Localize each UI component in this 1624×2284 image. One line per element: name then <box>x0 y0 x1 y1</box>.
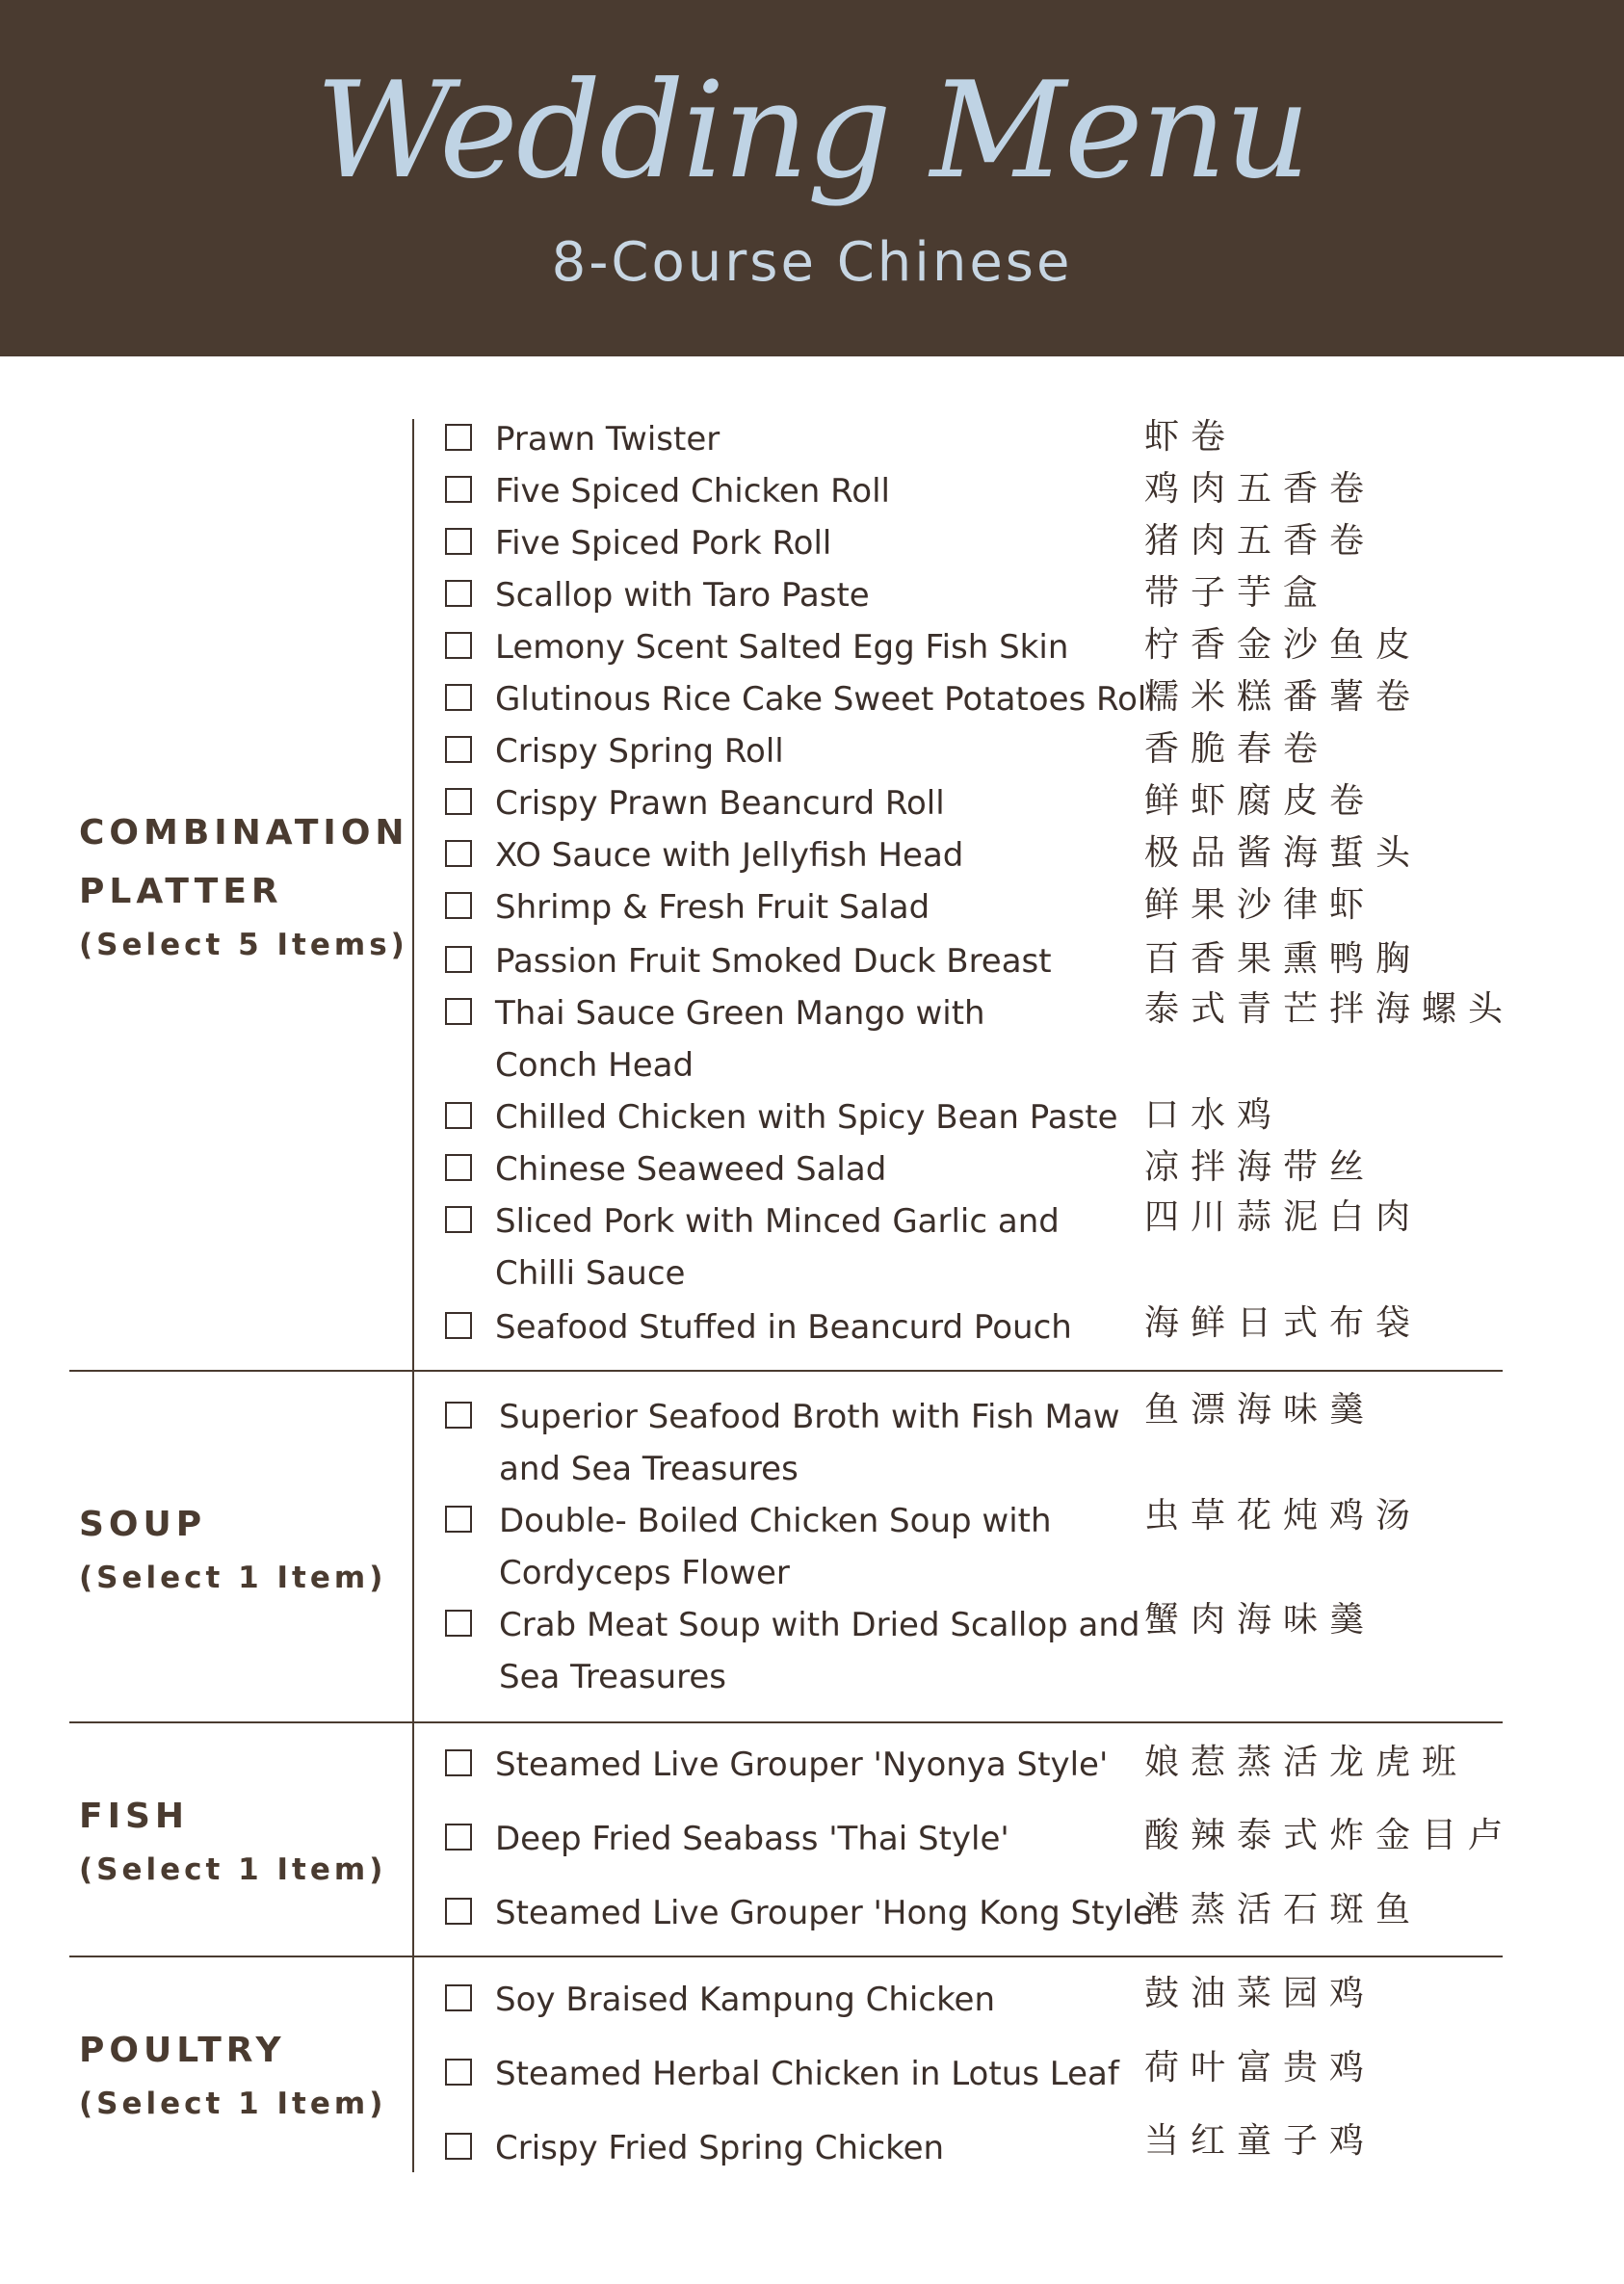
item-name-zh: 虾卷 <box>1144 417 1238 457</box>
section-heading-poultry <box>79 2021 386 2128</box>
section-selection-note: (Select 1 Item) <box>79 2087 387 2121</box>
checkbox[interactable] <box>445 528 472 555</box>
checkbox[interactable] <box>445 1984 472 2011</box>
section-selection-note: (Select 5 Items) <box>79 928 408 962</box>
item-name-en: Soy Braised Kampung Chicken <box>495 1981 996 2019</box>
item-name-en: Steamed Herbal Chicken in Lotus Leaf <box>495 2055 1119 2093</box>
item-name-zh: 酸辣泰式炸金目卢 <box>1144 1816 1515 1855</box>
checkbox[interactable] <box>445 788 472 815</box>
checkbox[interactable] <box>445 424 472 451</box>
item-name-en: Lemony Scent Salted Egg Fish Skin <box>495 628 1069 667</box>
checkbox[interactable] <box>445 1402 472 1429</box>
checkbox[interactable] <box>445 476 472 503</box>
menu-subtitle: 8-Course Chinese <box>551 231 1073 294</box>
item-name-en: Double- Boiled Chicken Soup with <box>499 1502 1052 1540</box>
checkbox[interactable] <box>445 946 472 973</box>
item-name-zh: 四川蒜泥白肉 <box>1144 1197 1423 1237</box>
item-name-en: XO Sauce with Jellyfish Head <box>495 836 964 875</box>
item-name-zh: 鸡肉五香卷 <box>1144 469 1376 509</box>
checkbox[interactable] <box>445 2133 472 2160</box>
item-name-en: Steamed Live Grouper 'Hong Kong Style' <box>495 1894 1163 1932</box>
item-name-zh: 当红童子鸡 <box>1144 2121 1376 2161</box>
item-name-en: Seafood Stuffed in Beancurd Pouch <box>495 1308 1072 1347</box>
checkbox[interactable] <box>445 1206 472 1233</box>
column-divider <box>412 419 414 2172</box>
item-name-zh: 极品酱海蜇头 <box>1144 833 1423 873</box>
item-name-en: Chilled Chicken with Spicy Bean Paste <box>495 1098 1118 1137</box>
checkbox[interactable] <box>445 1898 472 1925</box>
section-divider <box>69 1370 1503 1372</box>
item-name-zh: 香脆春卷 <box>1144 729 1330 769</box>
item-name-en-continued: Cordyceps Flower <box>499 1554 790 1592</box>
item-name-zh: 蟹肉海味羹 <box>1144 1600 1376 1640</box>
checkbox[interactable] <box>445 1610 472 1637</box>
item-name-en-continued: Sea Treasures <box>499 1658 727 1696</box>
item-name-en: Superior Seafood Broth with Fish Maw <box>499 1398 1120 1436</box>
checkbox[interactable] <box>445 892 472 919</box>
item-name-zh: 鱼漂海味羹 <box>1144 1390 1376 1430</box>
section-name: COMBINATION <box>79 813 409 853</box>
checkbox[interactable] <box>445 684 472 711</box>
menu-header <box>0 0 1624 356</box>
item-name-zh: 鲜虾腐皮卷 <box>1144 781 1376 821</box>
item-name-en: Sliced Pork with Minced Garlic and <box>495 1202 1060 1241</box>
item-name-zh: 鼓油菜园鸡 <box>1144 1974 1376 2013</box>
item-name-zh: 虫草花炖鸡汤 <box>1144 1496 1423 1536</box>
item-name-zh: 百香果熏鸭胸 <box>1144 939 1423 979</box>
section-selection-note: (Select 1 Item) <box>79 1561 387 1595</box>
section-heading-soup <box>79 1495 386 1602</box>
item-name-en: Crispy Fried Spring Chicken <box>495 2129 945 2167</box>
item-name-en: Crab Meat Soup with Dried Scallop and <box>499 1606 1140 1644</box>
checkbox[interactable] <box>445 1154 472 1181</box>
checkbox[interactable] <box>445 580 472 607</box>
item-name-zh: 柠香金沙鱼皮 <box>1144 625 1423 665</box>
item-name-en-continued: Chilli Sauce <box>495 1254 686 1293</box>
item-name-en-continued: Conch Head <box>495 1046 694 1085</box>
item-name-zh: 鲜果沙律虾 <box>1144 885 1376 925</box>
section-divider <box>69 1956 1503 1957</box>
checkbox[interactable] <box>445 840 472 867</box>
item-name-zh: 猪肉五香卷 <box>1144 521 1376 561</box>
item-name-en: Shrimp & Fresh Fruit Salad <box>495 888 930 927</box>
checkbox[interactable] <box>445 2059 472 2086</box>
item-name-en: Five Spiced Pork Roll <box>495 524 832 563</box>
checkbox[interactable] <box>445 1506 472 1533</box>
item-name-en: Glutinous Rice Cake Sweet Potatoes Roll <box>495 680 1156 719</box>
section-name: PLATTER <box>79 872 283 911</box>
section-heading-combination-platter <box>79 803 409 969</box>
item-name-en: Crispy Spring Roll <box>495 732 784 771</box>
item-name-zh: 海鲜日式布袋 <box>1144 1303 1423 1343</box>
item-name-zh: 港蒸活石斑鱼 <box>1144 1890 1423 1930</box>
checkbox[interactable] <box>445 736 472 763</box>
checkbox[interactable] <box>445 998 472 1025</box>
section-heading-fish <box>79 1787 386 1894</box>
item-name-en: Chinese Seaweed Salad <box>495 1150 887 1189</box>
item-name-zh: 带子芋盒 <box>1144 573 1330 613</box>
item-name-en: Deep Fried Seabass 'Thai Style' <box>495 1820 1009 1858</box>
item-name-en-continued: and Sea Treasures <box>499 1450 799 1488</box>
menu-title: Wedding Menu <box>315 53 1309 208</box>
section-name: POULTRY <box>79 2031 286 2070</box>
item-name-en: Scallop with Taro Paste <box>495 576 870 615</box>
item-name-zh: 糯米糕番薯卷 <box>1144 677 1423 717</box>
section-selection-note: (Select 1 Item) <box>79 1852 387 1887</box>
item-name-zh: 荷叶富贵鸡 <box>1144 2048 1376 2087</box>
checkbox[interactable] <box>445 1102 472 1129</box>
checkbox[interactable] <box>445 632 472 659</box>
item-name-en: Thai Sauce Green Mango with <box>495 994 985 1033</box>
item-name-zh: 娘惹蒸活龙虎班 <box>1144 1743 1469 1782</box>
item-name-en: Steamed Live Grouper 'Nyonya Style' <box>495 1746 1109 1784</box>
item-name-en: Prawn Twister <box>495 420 720 459</box>
item-name-zh: 口水鸡 <box>1144 1095 1284 1135</box>
checkbox[interactable] <box>445 1749 472 1776</box>
item-name-en: Crispy Prawn Beancurd Roll <box>495 784 945 823</box>
section-divider <box>69 1721 1503 1723</box>
item-name-en: Five Spiced Chicken Roll <box>495 472 890 511</box>
item-name-zh: 泰式青芒拌海螺头 <box>1144 989 1515 1029</box>
item-name-zh: 凉拌海带丝 <box>1144 1147 1376 1187</box>
checkbox[interactable] <box>445 1824 472 1851</box>
section-name: SOUP <box>79 1505 207 1544</box>
checkbox[interactable] <box>445 1312 472 1339</box>
item-name-en: Passion Fruit Smoked Duck Breast <box>495 942 1052 981</box>
section-name: FISH <box>79 1797 190 1836</box>
